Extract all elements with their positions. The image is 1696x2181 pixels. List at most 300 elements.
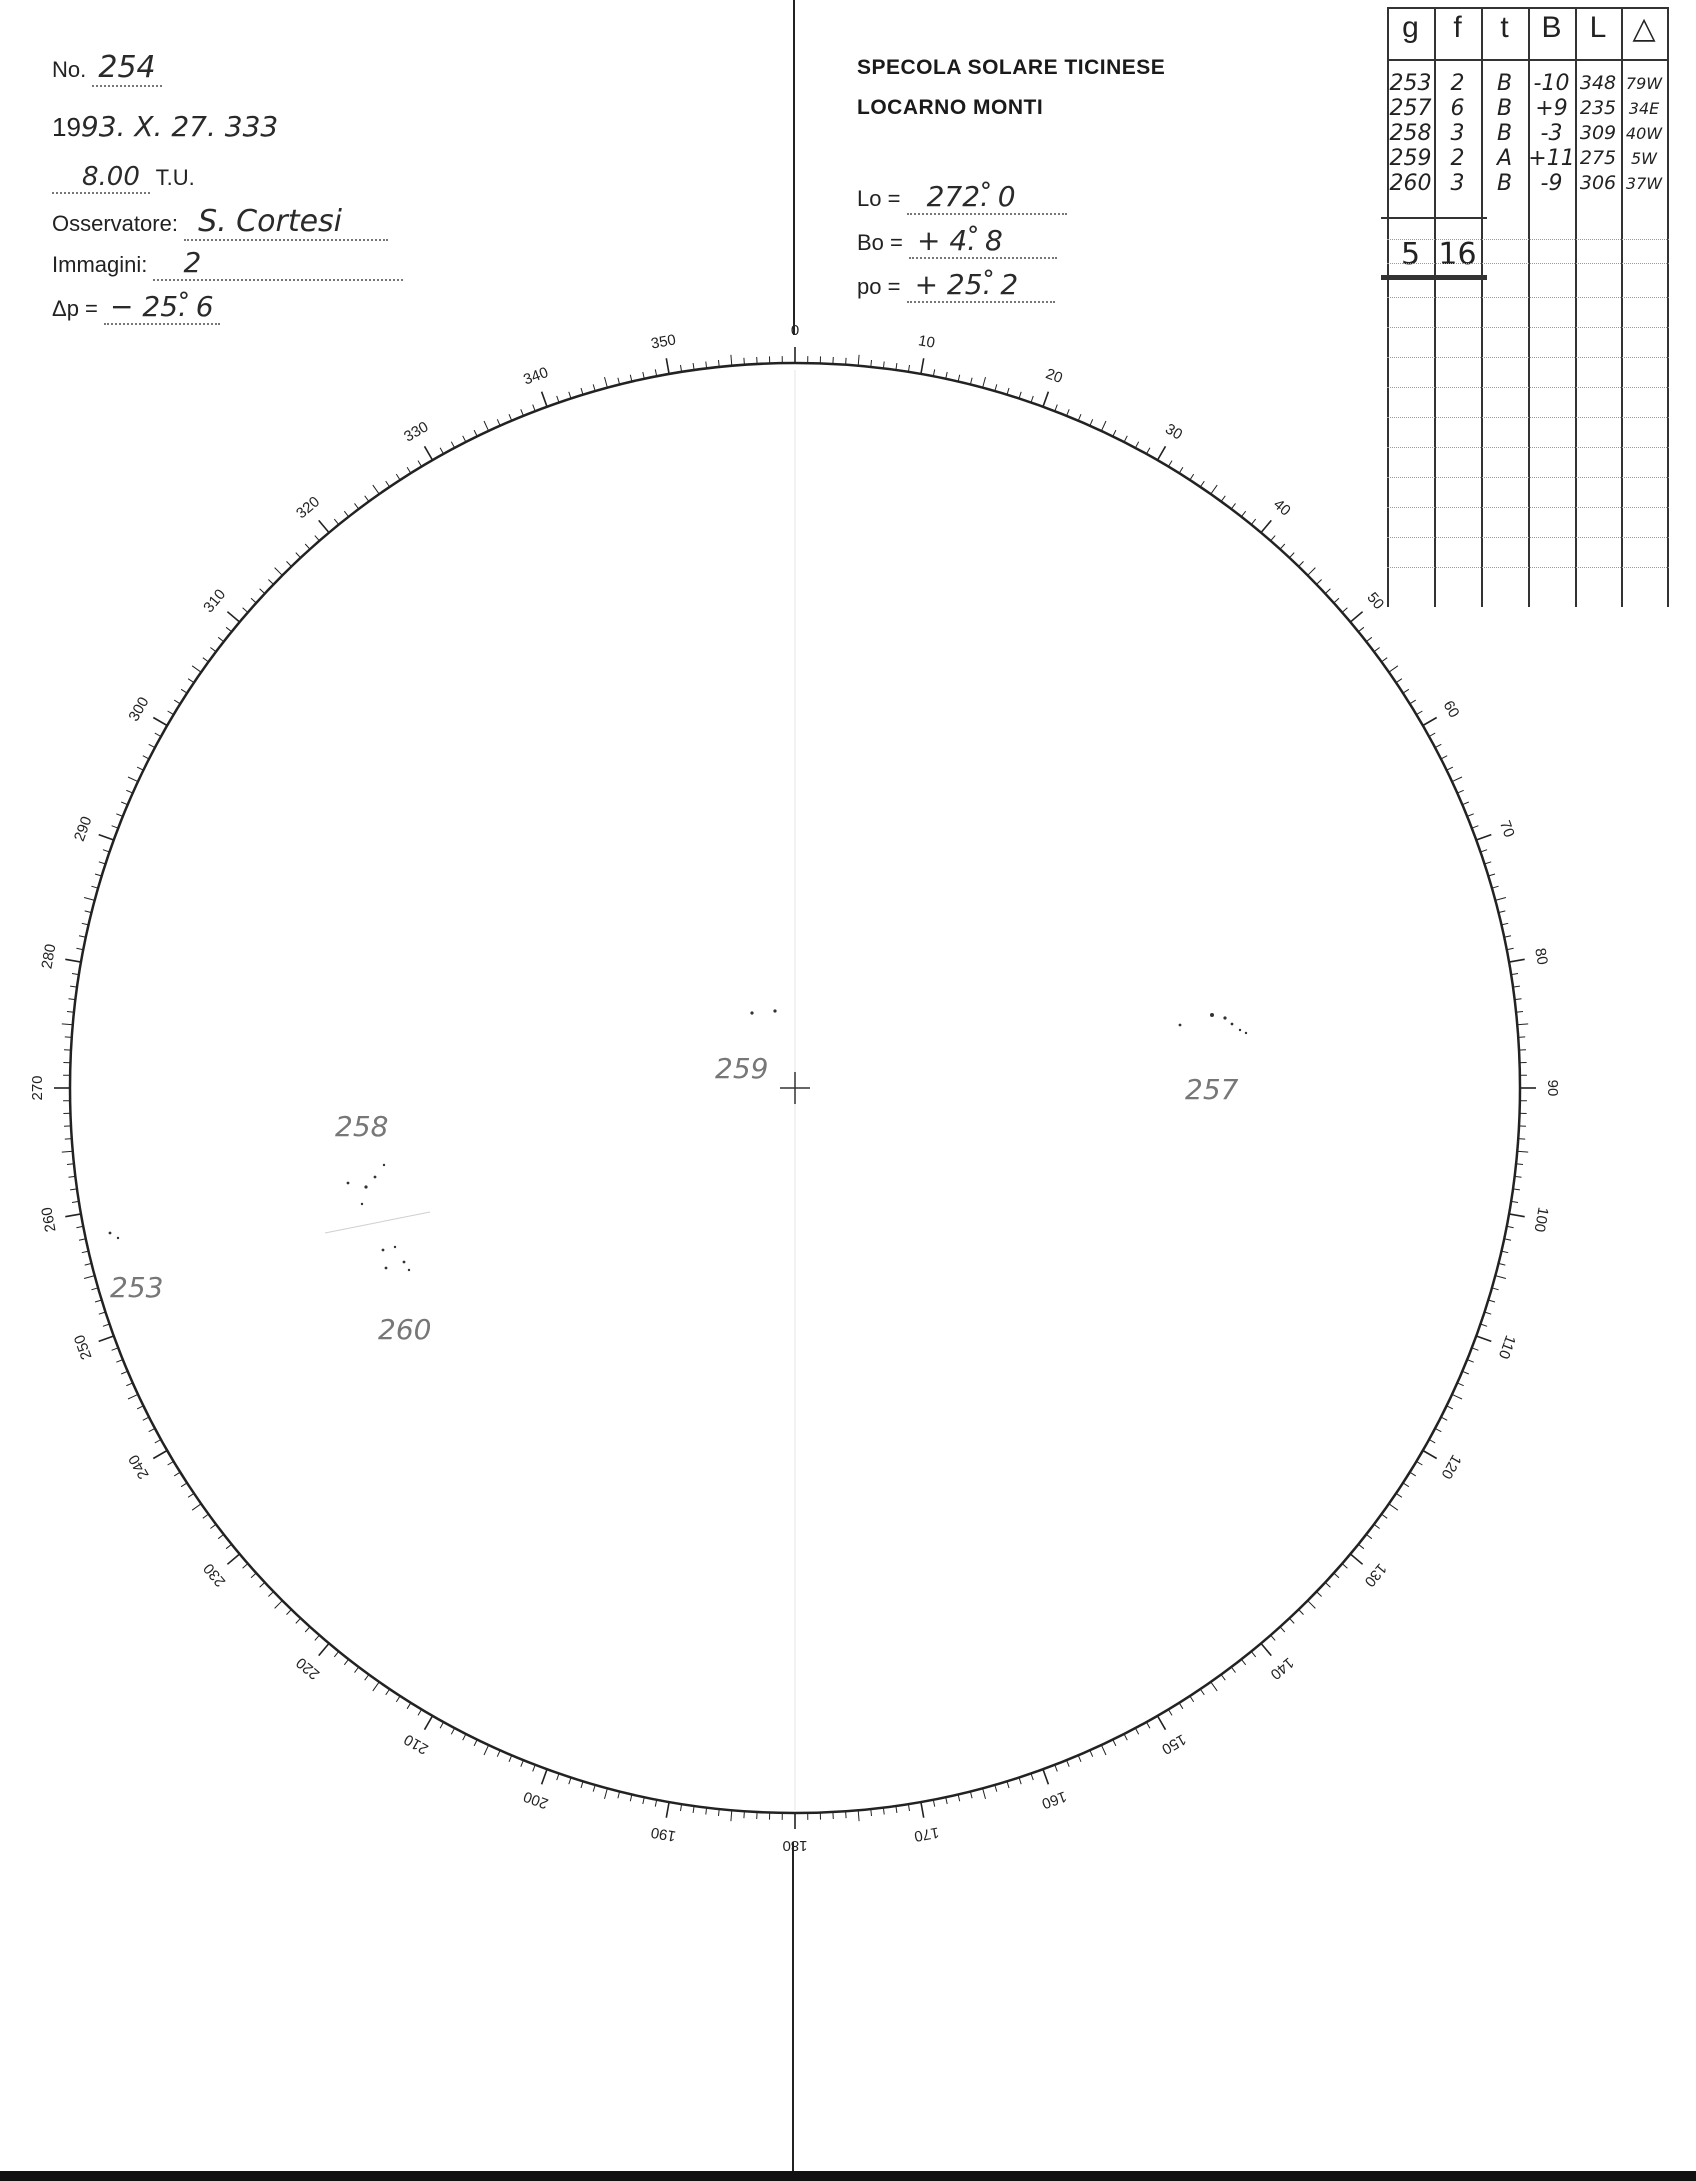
- tick-139: [1271, 1635, 1276, 1640]
- tick-350: [666, 358, 669, 374]
- tick-335: [484, 421, 489, 431]
- tick-53: [1374, 648, 1380, 652]
- tick-11: [933, 369, 934, 376]
- observer-value: S. Cortesi: [184, 204, 388, 241]
- tick-310: [227, 612, 239, 622]
- tick-146: [1200, 1689, 1204, 1695]
- tick-label-40: 40: [1270, 495, 1294, 520]
- group-label-253: 253: [110, 1271, 164, 1304]
- tick-320: [319, 520, 329, 532]
- tick-105: [1495, 1276, 1506, 1279]
- tick-157: [1078, 1755, 1081, 1761]
- tick-label-170: 170: [912, 1823, 941, 1845]
- cell-l-4: 306: [1579, 172, 1617, 194]
- tick-184: [744, 1811, 745, 1818]
- tick-118: [1435, 1428, 1441, 1431]
- tick-309: [226, 627, 232, 631]
- tick-239: [168, 1461, 174, 1465]
- tick-203: [509, 1755, 512, 1761]
- tick-40: [1261, 520, 1271, 532]
- tick-333: [463, 436, 466, 442]
- tick-120: [1423, 1451, 1437, 1459]
- tick-20: [1043, 392, 1048, 407]
- tick-85: [1517, 1024, 1528, 1025]
- observer-label: Osservatore:: [52, 211, 178, 236]
- tick-130: [1350, 1554, 1362, 1564]
- tick-208: [451, 1728, 454, 1734]
- tick-label-120: 120: [1437, 1451, 1465, 1482]
- tick-label-180: 180: [782, 1837, 808, 1855]
- tick-117: [1441, 1417, 1447, 1420]
- tick-label-160: 160: [1039, 1787, 1069, 1813]
- tick-227: [260, 1582, 265, 1587]
- tick-35: [1211, 485, 1217, 494]
- spot-259-a: [750, 1011, 753, 1014]
- tick-159: [1055, 1765, 1058, 1772]
- observatory-name: SPECOLA SOLARE TICINESE: [857, 56, 1166, 79]
- cell-delta-1: 34E: [1628, 99, 1660, 118]
- tick-label-310: 310: [200, 586, 230, 617]
- tick-label-10: 10: [916, 332, 937, 352]
- tick-199: [557, 1774, 559, 1781]
- tick-236: [188, 1493, 194, 1497]
- tick-337: [509, 414, 512, 420]
- tick-137: [1289, 1618, 1294, 1623]
- tick-42: [1280, 544, 1285, 549]
- tick-67: [1462, 802, 1468, 805]
- tick-252: [99, 1312, 106, 1314]
- tick-220: [319, 1643, 329, 1655]
- faint-line: [325, 1212, 430, 1233]
- tick-327: [396, 474, 400, 480]
- tick-338: [521, 409, 524, 416]
- tick-43: [1289, 553, 1294, 558]
- tick-155: [1101, 1745, 1106, 1755]
- tick-4: [846, 358, 847, 365]
- tick-299: [155, 733, 161, 736]
- sunspots: [109, 1009, 1248, 1271]
- tick-126: [1382, 1514, 1388, 1518]
- tick-label-340: 340: [521, 363, 551, 389]
- tick-54: [1382, 658, 1388, 662]
- tick-123: [1403, 1483, 1409, 1487]
- tick-136: [1299, 1610, 1304, 1615]
- cell-l-2: 309: [1579, 122, 1617, 144]
- tick-215: [373, 1682, 379, 1691]
- tick-308: [218, 637, 224, 641]
- tick-148: [1179, 1703, 1183, 1709]
- tick-label-250: 250: [70, 1332, 96, 1362]
- tick-274: [65, 1037, 72, 1038]
- spot-257-e: [1239, 1029, 1241, 1031]
- tick-222: [305, 1627, 310, 1632]
- tick-18: [1019, 392, 1021, 399]
- tick-224: [287, 1610, 292, 1615]
- tick-111: [1472, 1348, 1479, 1351]
- tick-32: [1179, 467, 1183, 473]
- tick-62: [1435, 744, 1441, 747]
- tick-108: [1485, 1312, 1492, 1314]
- tick-161: [1031, 1774, 1033, 1781]
- total-groups: 5: [1400, 237, 1421, 272]
- cell-f-3: 2: [1450, 146, 1465, 171]
- tick-209: [440, 1722, 443, 1728]
- tick-label-320: 320: [293, 493, 324, 523]
- tick-206: [474, 1740, 477, 1746]
- p0-label: po =: [857, 274, 901, 299]
- tick-341: [557, 396, 559, 403]
- tick-131: [1342, 1564, 1347, 1569]
- tick-25: [1101, 421, 1106, 431]
- tick-132: [1334, 1573, 1339, 1578]
- tick-214: [386, 1689, 390, 1695]
- tick-101: [1507, 1226, 1514, 1227]
- tick-86: [1518, 1037, 1525, 1038]
- tick-297: [143, 756, 149, 759]
- header-t: t: [1500, 11, 1509, 44]
- tick-label-30: 30: [1162, 420, 1186, 444]
- tick-191: [655, 1800, 656, 1807]
- tick-label-110: 110: [1494, 1332, 1519, 1362]
- cell-g-3: 259: [1389, 146, 1432, 171]
- spot-260-e: [408, 1269, 410, 1271]
- tick-330: [425, 446, 433, 460]
- tick-96: [1516, 1164, 1523, 1165]
- tick-174: [871, 1809, 872, 1816]
- tick-223: [296, 1618, 301, 1623]
- b0-value: + 4.̊ 8: [909, 224, 1057, 259]
- tick-65: [1452, 777, 1462, 782]
- cell-delta-0: 79W: [1625, 74, 1663, 93]
- tick-114: [1457, 1383, 1463, 1386]
- tick-56: [1396, 679, 1402, 683]
- tick-75: [1495, 898, 1506, 901]
- tick-276: [67, 1012, 74, 1013]
- cell-t-0: B: [1496, 71, 1513, 96]
- tick-label-90: 90: [1544, 1079, 1562, 1097]
- tick-41: [1271, 536, 1276, 541]
- tick-label-230: 230: [200, 1559, 230, 1590]
- cell-l-3: 275: [1579, 147, 1617, 169]
- tick-15: [983, 377, 986, 388]
- tick-230: [227, 1554, 239, 1564]
- time-unit: T.U.: [155, 165, 195, 190]
- header-f: f: [1453, 11, 1462, 44]
- header-delta: △: [1632, 12, 1656, 45]
- tick-49: [1342, 608, 1347, 613]
- tick-143: [1231, 1667, 1235, 1673]
- tick-69: [1472, 826, 1479, 829]
- tick-150: [1158, 1716, 1166, 1730]
- tick-303: [181, 689, 187, 693]
- tick-145: [1211, 1682, 1217, 1691]
- tick-307: [210, 648, 216, 652]
- tick-306: [203, 658, 209, 662]
- tick-228: [251, 1573, 256, 1578]
- tick-115: [1452, 1394, 1462, 1399]
- tick-331: [440, 448, 443, 454]
- spot-257-c: [1223, 1016, 1226, 1019]
- spot-258-a: [347, 1182, 350, 1185]
- tick-285: [84, 898, 95, 901]
- tick-249: [112, 1348, 119, 1351]
- tick-122: [1410, 1472, 1416, 1476]
- p0-value: + 25.̊ 2: [907, 268, 1055, 303]
- date-value: 93. X. 27. 333: [80, 110, 279, 143]
- tick-260: [65, 1214, 81, 1217]
- tick-201: [533, 1765, 536, 1772]
- tick-288: [99, 862, 106, 864]
- group-label-259: 259: [715, 1052, 769, 1085]
- tick-225: [275, 1601, 283, 1609]
- tick-255: [84, 1276, 95, 1279]
- tick-109: [1481, 1324, 1488, 1326]
- tick-162: [1019, 1778, 1021, 1785]
- cell-f-2: 3: [1450, 121, 1465, 146]
- tick-140: [1261, 1643, 1271, 1655]
- tick-38: [1241, 511, 1245, 517]
- cell-b-2: -3: [1540, 121, 1563, 146]
- tick-219: [334, 1651, 338, 1657]
- tick-216: [365, 1675, 369, 1681]
- tick-292: [116, 814, 123, 817]
- tick-label-80: 80: [1531, 946, 1551, 967]
- tick-240: [153, 1451, 167, 1459]
- tick-121: [1416, 1461, 1422, 1465]
- tick-68: [1467, 814, 1474, 817]
- tick-34: [1200, 481, 1204, 487]
- tick-217: [355, 1667, 359, 1673]
- dp-label: Δp =: [52, 296, 98, 321]
- tick-66: [1457, 790, 1463, 793]
- tick-156: [1090, 1750, 1093, 1756]
- tick-23: [1078, 414, 1081, 420]
- tick-244: [137, 1406, 143, 1409]
- tick-138: [1280, 1627, 1285, 1632]
- tick-321: [334, 519, 338, 525]
- cell-t-4: B: [1496, 171, 1513, 196]
- l0-value: 272.̊ 0: [907, 180, 1067, 215]
- cell-delta-4: 37W: [1625, 174, 1663, 193]
- tick-71: [1481, 850, 1488, 852]
- tick-264: [67, 1164, 74, 1165]
- tick-label-130: 130: [1360, 1559, 1390, 1590]
- tick-label-220: 220: [293, 1653, 324, 1683]
- total-spots: 16: [1438, 237, 1477, 272]
- tick-332: [451, 442, 454, 448]
- tick-154: [1113, 1740, 1116, 1746]
- tick-label-280: 280: [38, 942, 60, 971]
- tick-135: [1308, 1601, 1316, 1609]
- tick-290: [99, 835, 114, 840]
- tick-110: [1476, 1336, 1491, 1341]
- tick-45: [1308, 568, 1316, 576]
- cell-f-1: 6: [1450, 96, 1465, 121]
- tick-354: [719, 360, 720, 367]
- tick-226: [268, 1592, 273, 1597]
- tick-94: [1518, 1139, 1525, 1140]
- tick-149: [1168, 1709, 1172, 1715]
- tick-124: [1396, 1493, 1402, 1497]
- tick-259: [76, 1226, 83, 1227]
- tick-label-350: 350: [649, 331, 678, 353]
- tick-314: [268, 580, 273, 585]
- tick-134: [1317, 1592, 1322, 1597]
- tick-251: [103, 1324, 110, 1326]
- tick-356: [744, 358, 745, 365]
- tick-342: [569, 392, 571, 399]
- tick-243: [143, 1417, 149, 1420]
- tick-204: [497, 1750, 500, 1756]
- cell-f-4: 3: [1450, 171, 1465, 196]
- tick-313: [260, 589, 265, 594]
- tick-58: [1410, 700, 1416, 704]
- cell-t-2: B: [1496, 121, 1513, 146]
- tick-210: [425, 1716, 433, 1730]
- tick-112: [1467, 1360, 1474, 1363]
- tick-296: [137, 767, 143, 770]
- tick-238: [174, 1472, 180, 1476]
- tick-237: [181, 1483, 187, 1487]
- tick-label-290: 290: [70, 814, 96, 844]
- cell-g-0: 253: [1389, 71, 1432, 96]
- tick-28: [1135, 442, 1138, 448]
- tick-116: [1447, 1406, 1453, 1409]
- spot-258-e: [361, 1203, 363, 1205]
- cell-b-0: -10: [1533, 71, 1570, 96]
- tick-133: [1325, 1582, 1330, 1587]
- dp-value: − 25.̊ 6: [104, 290, 220, 325]
- tick-60: [1423, 718, 1437, 726]
- tick-248: [116, 1360, 123, 1363]
- tick-242: [149, 1428, 155, 1431]
- tick-79: [1507, 948, 1514, 949]
- tick-31: [1168, 461, 1172, 467]
- tick-245: [128, 1394, 138, 1399]
- tick-302: [174, 700, 180, 704]
- tick-36: [1221, 496, 1225, 502]
- cell-g-2: 258: [1389, 121, 1432, 146]
- b0-label: Bo =: [857, 230, 903, 255]
- tick-80: [1509, 959, 1525, 962]
- tick-label-0: 0: [790, 321, 800, 339]
- number-value: 254: [92, 50, 161, 87]
- tick-61: [1429, 733, 1435, 736]
- tick-44: [1299, 561, 1304, 566]
- tick-label-70: 70: [1495, 818, 1518, 840]
- tick-329: [418, 461, 422, 467]
- tick-304: [188, 679, 194, 683]
- tick-119: [1429, 1440, 1435, 1443]
- tick-289: [103, 850, 110, 852]
- tick-275: [62, 1024, 73, 1025]
- tick-label-200: 200: [521, 1787, 551, 1813]
- tick-label-240: 240: [125, 1451, 153, 1482]
- tick-129: [1358, 1544, 1364, 1548]
- tick-221: [315, 1635, 320, 1640]
- tick-label-50: 50: [1363, 589, 1388, 613]
- tick-231: [226, 1544, 232, 1548]
- tick-326: [386, 481, 390, 487]
- tick-241: [155, 1440, 161, 1443]
- observatory-location: LOCARNO MONTI: [857, 96, 1044, 119]
- tick-6: [871, 360, 872, 367]
- tick-30: [1158, 446, 1166, 460]
- tick-298: [149, 744, 155, 747]
- tick-50: [1350, 612, 1362, 622]
- tick-186: [719, 1809, 720, 1816]
- tick-160: [1043, 1769, 1048, 1784]
- tick-170: [921, 1802, 924, 1818]
- tick-305: [192, 666, 201, 672]
- tick-37: [1231, 503, 1235, 509]
- tick-325: [373, 485, 379, 494]
- tick-234: [203, 1514, 209, 1518]
- tick-319: [315, 536, 320, 541]
- tick-10: [921, 358, 924, 374]
- tick-229: [243, 1564, 248, 1569]
- spot-253-a: [109, 1232, 112, 1235]
- tick-21: [1055, 405, 1058, 412]
- tick-317: [296, 553, 301, 558]
- tick-211: [418, 1709, 422, 1715]
- tick-324: [365, 496, 369, 502]
- tick-100: [1509, 1214, 1525, 1217]
- spot-260-b: [394, 1246, 396, 1248]
- spot-257-b: [1210, 1013, 1214, 1017]
- tick-218: [344, 1659, 348, 1665]
- tick-291: [112, 826, 119, 829]
- tick-235: [192, 1504, 201, 1510]
- images-label: Immagini:: [52, 252, 148, 277]
- tick-64: [1447, 767, 1453, 770]
- tick-175: [858, 1810, 859, 1821]
- spot-257-f: [1245, 1032, 1247, 1034]
- tick-295: [128, 777, 138, 782]
- tick-158: [1067, 1760, 1070, 1767]
- tick-349: [655, 369, 656, 376]
- cell-delta-2: 40W: [1625, 124, 1663, 143]
- cell-g-4: 260: [1389, 171, 1432, 196]
- group-label-260: 260: [378, 1313, 432, 1346]
- tick-57: [1403, 689, 1409, 693]
- tick-233: [210, 1524, 216, 1528]
- group-label-258: 258: [335, 1110, 389, 1143]
- tick-190: [666, 1802, 669, 1818]
- tick-202: [521, 1760, 524, 1767]
- tick-label-270: 270: [28, 1075, 46, 1101]
- time-value: 8.00: [52, 162, 150, 194]
- header-g: g: [1402, 11, 1419, 44]
- tick-336: [497, 419, 500, 425]
- tick-33: [1190, 474, 1194, 480]
- tick-280: [65, 959, 81, 962]
- tick-24: [1090, 419, 1093, 425]
- tick-5: [858, 355, 859, 366]
- tick-265: [62, 1151, 73, 1152]
- tick-39: [1251, 519, 1255, 525]
- tick-52: [1366, 637, 1372, 641]
- tick-355: [731, 355, 732, 366]
- images-value: 2: [153, 246, 403, 281]
- tick-72: [1485, 862, 1492, 864]
- tick-169: [933, 1800, 934, 1807]
- spot-253-b: [117, 1237, 119, 1239]
- tick-70: [1476, 835, 1491, 840]
- tick-22: [1067, 409, 1070, 416]
- tick-318: [305, 544, 310, 549]
- cell-b-4: -9: [1540, 171, 1563, 196]
